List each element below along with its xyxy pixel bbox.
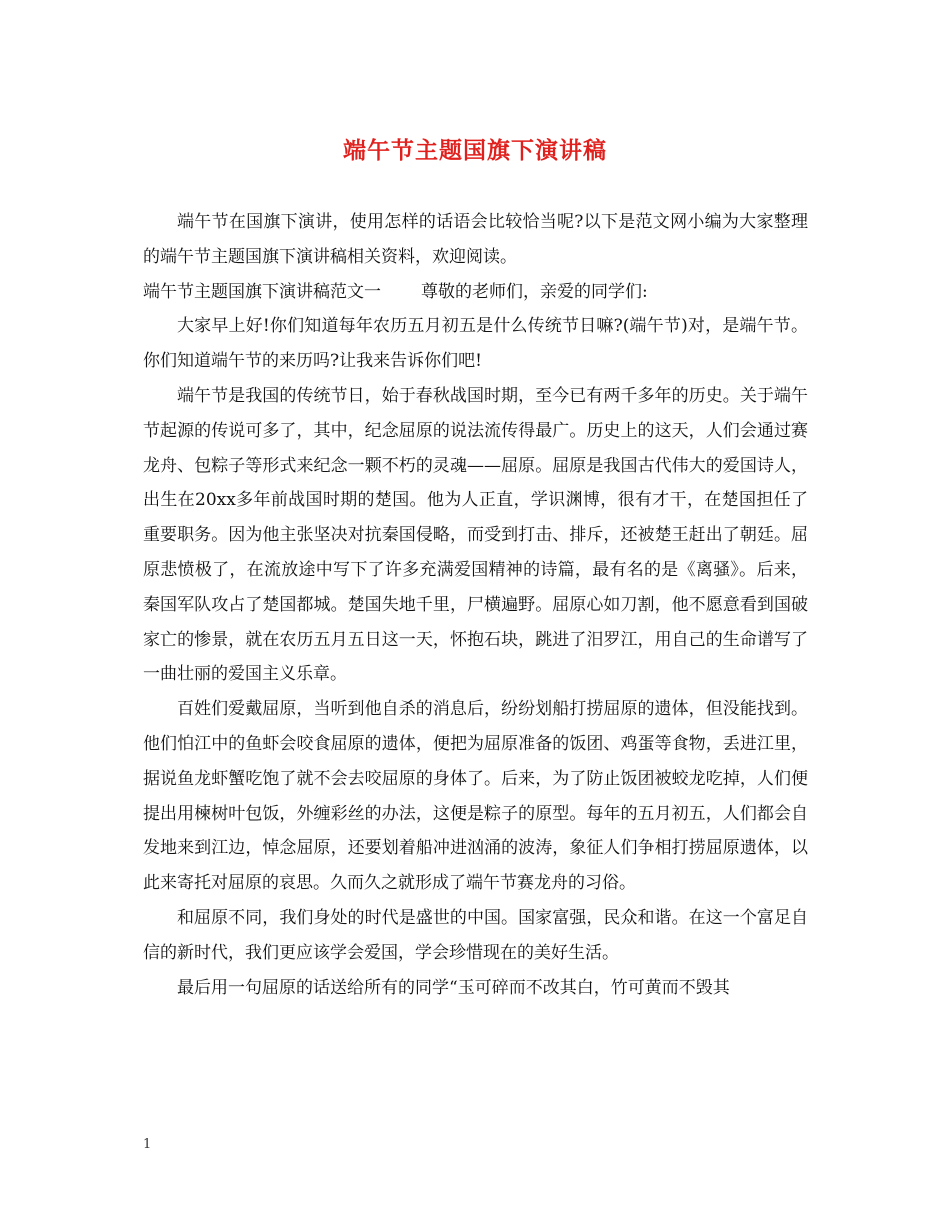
sample-heading-line [143,275,808,310]
body-paragraph: 最后用一句屈原的话送给所有的同学“玉可碎而不改其白，竹可黄而不毁其 [177,977,730,998]
body-paragraph: 大家早上好!你们知道每年农历五月初五是什么传统节日嘛?(端午节)对，是端午节。你们知道端午节的来历吗?让我来告诉你们吧! [143,316,808,372]
document-title: 端午节主题国旗下演讲稿 [343,137,607,164]
intro-paragraph: 端午节在国旗下演讲，使用怎样的话语会比较恰当呢?以下是范文网小编为大家整理的端午节主题国旗下演讲稿相关资料，欢迎阅读。 [143,212,808,267]
document-body [143,205,808,1005]
body-paragraph: 和屈原不同，我们身处的时代是盛世的中国。国家富强，民众和谐。在这一个富足自信的新时代，我们更应该学会爱国，学会珍惜现在的美好生活。 [143,907,808,963]
body-paragraph: 百姓们爱戴屈原，当听到他自杀的消息后，纷纷划船打捞屈原的遗体，但没能找到。他们怕江中的鱼虾会咬食屈原的遗体，便把为屈原准备的饭团、鸡蛋等食物，丢进江里，据说鱼龙虾蟹吃饱了就不会去咬屈原的身体了。后来，为了防止饭团被蛟龙吃掉，人们便提出用楝树叶包饭，外缠彩丝的办法，这便是粽子的原型。每年的五月初五，人们都会自发地来到江边，悼念屈原，还要划着船冲进汹涌的波涛，象征人们争相打捞屈原遗体，以此来寄托对屈原的哀思。久而久之就形成了端午节赛龙舟的习俗。 [143,699,808,894]
sample-heading: 端午节主题国旗下演讲稿范文一 [143,281,381,302]
greeting: 尊敬的老师们，亲爱的同学们: [421,281,648,302]
body-paragraph: 端午节是我国的传统节日，始于春秋战国时期，至今已有两千多年的历史。关于端午节起源的传说可多了，其中，纪念屈原的说法流传得最广。历史上的这天，人们会通过赛龙舟、包粽子等形式来纪念一颗不朽的灵魂——屈原。屈原是我国古代伟大的爱国诗人，出生在20xx多年前战国时期的楚国。他为人正直，学识渊博，很有才干，在楚国担任了重要职务。因为他主张坚决对抗秦国侵略，而受到打击、排斥，还被楚王赶出了朝廷。屈原悲愤极了，在流放途中写下了许多充满爱国精神的诗篇，最有名的是《离骚》。后来，秦国军队攻占了楚国都城。楚国失地千里，尸横遍野。屈原心如刀割，他不愿意看到国破家亡的惨景，就在农历五月五日这一天，怀抱石块，跳进了汨罗江，用自己的生命谱写了一曲壮丽的爱国主义乐章。 [143,385,808,685]
page-number: 1 [143,1137,152,1152]
